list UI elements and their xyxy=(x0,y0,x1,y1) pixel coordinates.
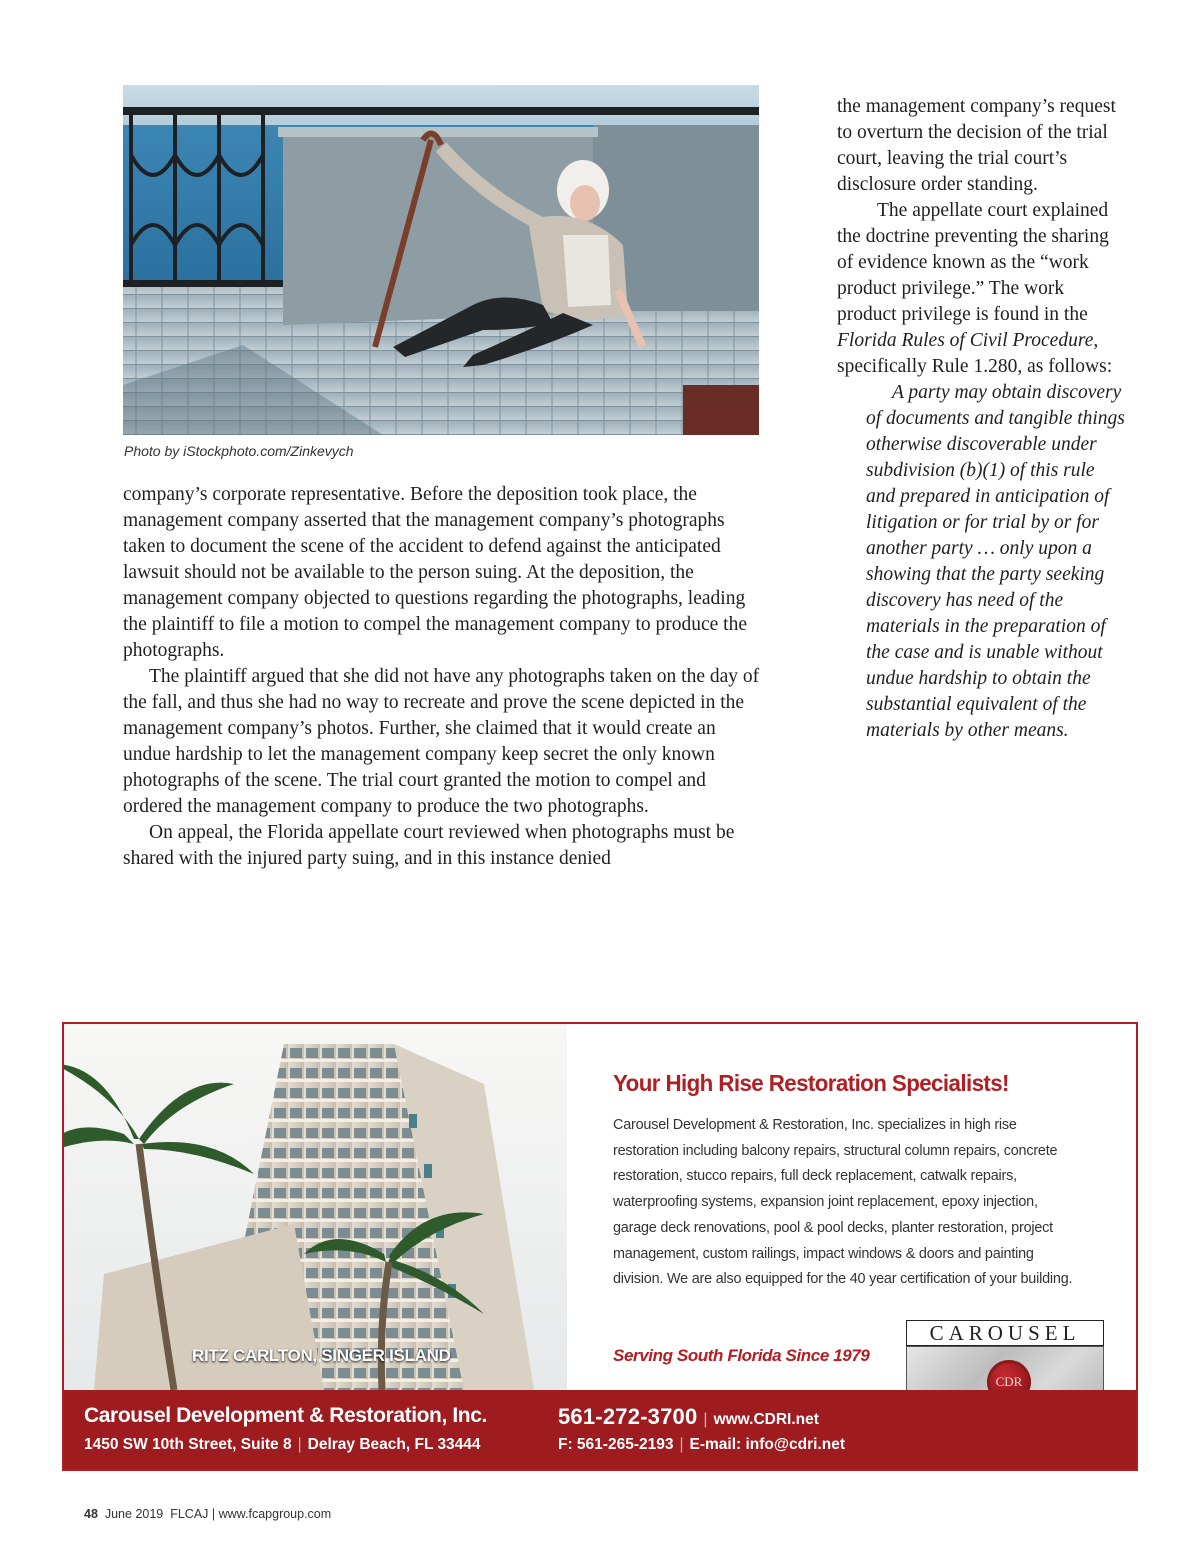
main-paragraph-3: On appeal, the Florida appellate court reviewed when photographs must be shared with the injured party suing, and in this instance denied xyxy=(123,822,735,869)
ad-address xyxy=(84,1436,481,1454)
ad-headline: Your High Rise Restoration Specialists! xyxy=(613,1070,1009,1096)
main-paragraph-1: company’s corporate representative. Before the deposition took place, the management company asserted that the management company’s photographs taken to document the scene of the accident to defend against the anticipated lawsuit should not be available to the person suing. At the deposition, the management company objected to questions regarding the photographs, leading the plaintiff to file a motion to compel the management company to produce the photographs. xyxy=(123,484,747,661)
right-paragraph-2-start: The appellate court explained the doctrine preventing the sharing of evidence known as the “work product privilege.” The work product privilege is found in the xyxy=(837,200,1109,325)
footer-separator: | xyxy=(211,1507,216,1521)
ad-body-text: Carousel Development & Restoration, Inc. specializes in high rise restoration including balcony repairs, structural column repairs, concrete restoration, stucco repairs, full deck replacement, catwalk repairs, waterproofing systems, expansion joint replacement, epoxy injection, garage deck renovations, pool & pool decks, planter restoration, project management, custom railings, impact windows & doors and painting division. We are also equipped for the 40 year certification of your building. xyxy=(613,1117,1073,1288)
ad-contact-bar xyxy=(64,1390,1138,1471)
ad-tagline: Serving South Florida Since 1979 xyxy=(613,1346,870,1365)
footer-website-link[interactable]: www.fcapgroup.com xyxy=(218,1507,332,1521)
right-paragraph-1: the management company’s request to overturn the decision of the trial court, leaving the trial court’s disclosure order standing. xyxy=(837,96,1116,195)
ad-address-city: Delray Beach, FL 33444 xyxy=(307,1436,481,1453)
ad-address-street: 1450 SW 10th Street, Suite 8 xyxy=(84,1436,292,1453)
cdr-seal: CDR xyxy=(987,1360,1031,1404)
issue-date: June 2019 xyxy=(104,1507,164,1521)
rule-quote xyxy=(866,380,1127,744)
ad-phone-line xyxy=(558,1404,819,1430)
ad-building-photo xyxy=(64,1024,567,1390)
rules-title: Florida Rules of Civil Procedure xyxy=(837,330,1094,351)
separator: | xyxy=(297,1436,302,1453)
rule-quote-text: A party may obtain discovery of documents and tangible things otherwise discoverable under subdivision (b)(1) of this rule and prepared in anticipation of litigation or for trial by or for another party … only upon a showing that the party seeking discovery has need of the materials in the preparation of the case and is unable without undue hardship to obtain the substantial equivalent of the materials by other means. xyxy=(866,382,1125,741)
ad-email-link[interactable]: E-mail: info@cdri.net xyxy=(689,1436,845,1453)
right-paragraph-2 xyxy=(837,198,1127,380)
photo-credit: Photo by iStockphoto.com/Zinkevych xyxy=(124,443,354,459)
ad-website-link[interactable]: www.CDRI.net xyxy=(713,1411,819,1428)
right-column xyxy=(837,94,1127,744)
right-paragraph-2-end: , specifically Rule 1.280, as follows: xyxy=(837,330,1113,377)
logo-wordmark: CAROUSEL xyxy=(906,1320,1104,1346)
ad-fax: F: 561-265-2193 xyxy=(558,1436,674,1453)
page-number: 48 xyxy=(84,1507,98,1521)
main-paragraph-2: The plaintiff argued that she did not have any photographs taken on the day of the fall, and thus she had no way to recreate and prove the scene depicted in the management company’s photos. Further, she claimed that it would create an undue hardship to let the management company keep secret the only known photographs of the scene. The trial court granted the motion to compel and ordered the management company to produce the two photographs. xyxy=(123,666,760,817)
main-column xyxy=(123,482,763,872)
advertisement[interactable] xyxy=(62,1022,1138,1471)
ad-fax-email-line xyxy=(558,1436,845,1454)
separator: | xyxy=(703,1411,708,1428)
ad-phone[interactable]: 561-272-3700 xyxy=(558,1404,698,1429)
article-photo xyxy=(123,85,759,435)
publication-name: FLCAJ xyxy=(170,1507,209,1521)
separator: | xyxy=(679,1436,684,1453)
ad-company-name: Carousel Development & Restoration, Inc. xyxy=(84,1404,487,1427)
ad-photo-caption: RITZ CARLTON, SINGER ISLAND xyxy=(192,1346,451,1365)
page-footer xyxy=(84,1507,331,1521)
